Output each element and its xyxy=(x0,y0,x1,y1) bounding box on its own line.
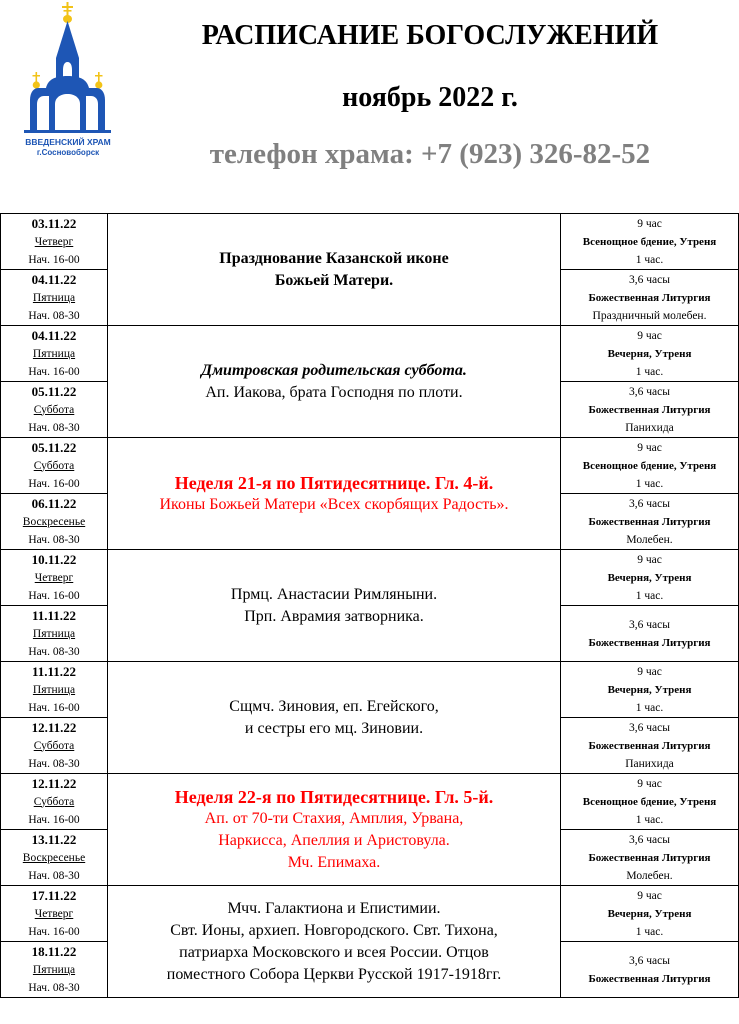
service-hours: 3,6 часы xyxy=(629,273,670,286)
service-cell xyxy=(561,438,739,494)
service-cell xyxy=(561,326,739,382)
service-name: Вечерня, Утреня xyxy=(607,571,692,584)
service-name: Божественная Литургия xyxy=(588,851,711,864)
feast-line: Мч. Епимаха. xyxy=(287,853,381,871)
service-cell xyxy=(561,662,739,718)
date-cell xyxy=(1,494,108,550)
phone-number: телефон храма: +7 (923) 326-82-52 xyxy=(209,138,651,170)
service-hours: 3,6 часы xyxy=(629,721,670,734)
schedule-row xyxy=(1,326,739,382)
feast-line: Неделя 22-я по Пятидесятнице. Гл. 5-й. xyxy=(174,786,494,807)
feast-line: патриарха Московского и всея России. Отцов xyxy=(179,943,489,961)
schedule-row xyxy=(1,214,739,270)
feast-line: Сщмч. Зиновия, еп. Егейского, xyxy=(229,697,439,715)
service-name: Всенощное бдение, Утреня xyxy=(582,795,717,808)
service-extra: 1 час. xyxy=(635,365,664,378)
weekday: Суббота xyxy=(33,739,75,752)
service-name: Божественная Литургия xyxy=(588,739,711,752)
church-icon xyxy=(22,0,114,136)
service-hours: 9 час xyxy=(637,329,662,342)
service-hours: 9 час xyxy=(637,217,662,230)
service-hours: 9 час xyxy=(637,665,662,678)
service-cell xyxy=(561,774,739,830)
start-time: Нач. 08-30 xyxy=(28,981,80,994)
feast-description xyxy=(108,774,561,886)
service-cell xyxy=(561,718,739,774)
service-cell xyxy=(561,886,739,942)
service-name: Вечерня, Утреня xyxy=(607,907,692,920)
schedule-row xyxy=(1,774,739,830)
service-date: 11.11.22 xyxy=(31,607,77,623)
service-name: Вечерня, Утреня xyxy=(607,683,692,696)
service-extra: 1 час. xyxy=(635,477,664,490)
feast-description xyxy=(108,550,561,662)
feast-description xyxy=(108,662,561,774)
date-cell xyxy=(1,550,108,606)
service-hours: 3,6 часы xyxy=(629,385,670,398)
feast-line: Свт. Ионы, архиеп. Новгородского. Свт. Тихона, xyxy=(170,921,498,939)
feast-line: Ап. Иакова, брата Господня по плоти. xyxy=(205,383,463,401)
start-time: Нач. 08-30 xyxy=(28,421,80,434)
church-name: ВВЕДЕНСКИЙ ХРАМ xyxy=(25,137,111,147)
service-name: Вечерня, Утреня xyxy=(607,347,692,360)
date-cell xyxy=(1,774,108,830)
weekday: Суббота xyxy=(33,795,75,808)
service-cell xyxy=(561,550,739,606)
service-date: 17.11.22 xyxy=(31,887,77,903)
start-time: Нач. 08-30 xyxy=(28,533,80,546)
start-time: Нач. 16-00 xyxy=(28,701,80,714)
service-name: Божественная Литургия xyxy=(588,291,711,304)
weekday: Пятница xyxy=(32,347,76,360)
service-extra: 1 час. xyxy=(635,813,664,826)
service-hours: 3,6 часы xyxy=(629,954,670,967)
service-extra: Панихида xyxy=(625,421,674,434)
service-cell xyxy=(561,830,739,886)
start-time: Нач. 16-00 xyxy=(28,477,80,490)
start-time: Нач. 08-30 xyxy=(28,645,80,658)
date-cell xyxy=(1,718,108,774)
date-cell xyxy=(1,270,108,326)
weekday: Четверг xyxy=(34,907,74,920)
service-cell xyxy=(561,606,739,662)
service-cell xyxy=(561,214,739,270)
service-name: Всенощное бдение, Утреня xyxy=(582,459,717,472)
feast-line: Дмитровская родительская суббота. xyxy=(201,361,467,379)
feast-line: Мчч. Галактиона и Епистимии. xyxy=(227,899,441,917)
service-extra: Панихида xyxy=(625,757,674,770)
schedule-table xyxy=(0,213,739,998)
service-date: 11.11.22 xyxy=(31,663,77,679)
service-date: 03.11.22 xyxy=(31,215,77,231)
service-date: 12.11.22 xyxy=(31,719,77,735)
service-hours: 9 час xyxy=(637,889,662,902)
service-date: 12.11.22 xyxy=(31,775,77,791)
feast-line: Иконы Божьей Матери «Всех скорбящих Радость». xyxy=(159,495,509,513)
feast-line: Празднование Казанской иконе xyxy=(219,249,449,267)
feast-line: поместного Собора Церкви Русской 1917-1918гг. xyxy=(166,965,502,983)
date-cell xyxy=(1,606,108,662)
service-name: Божественная Литургия xyxy=(588,515,711,528)
service-name: Божественная Литургия xyxy=(588,972,711,985)
feast-description xyxy=(108,214,561,326)
service-cell xyxy=(561,382,739,438)
church-city: г.Сосновоборск xyxy=(36,148,100,157)
service-date: 04.11.22 xyxy=(31,271,77,287)
weekday: Пятница xyxy=(32,291,76,304)
schedule-row xyxy=(1,662,739,718)
service-name: Божественная Литургия xyxy=(588,403,711,416)
service-extra: Молебен. xyxy=(626,869,673,882)
feast-line: Прмц. Анастасии Римляныни. xyxy=(230,585,438,603)
service-extra: 1 час. xyxy=(635,701,664,714)
service-name: Всенощное бдение, Утреня xyxy=(582,235,717,248)
feast-line: Божьей Матери. xyxy=(274,271,394,289)
start-time: Нач. 16-00 xyxy=(28,925,80,938)
date-cell xyxy=(1,326,108,382)
service-date: 05.11.22 xyxy=(31,383,77,399)
service-cell xyxy=(561,494,739,550)
weekday: Воскресенье xyxy=(22,515,86,528)
service-name: Божественная Литургия xyxy=(588,636,711,649)
schedule-row xyxy=(1,550,739,606)
service-hours: 9 час xyxy=(637,441,662,454)
feast-line: Неделя 21-я по Пятидесятнице. Гл. 4-й. xyxy=(174,472,494,493)
feast-description xyxy=(108,438,561,550)
service-date: 18.11.22 xyxy=(31,943,77,959)
feast-line: и сестры его мц. Зиновии. xyxy=(244,719,424,737)
date-cell xyxy=(1,662,108,718)
date-cell xyxy=(1,382,108,438)
weekday: Воскресенье xyxy=(22,851,86,864)
date-cell xyxy=(1,438,108,494)
service-date: 04.11.22 xyxy=(31,327,77,343)
service-date: 10.11.22 xyxy=(31,551,77,567)
church-logo xyxy=(22,0,114,168)
service-cell xyxy=(561,942,739,998)
service-extra: Молебен. xyxy=(626,533,673,546)
page-title: РАСПИСАНИЕ БОГОСЛУЖЕНИЙ xyxy=(201,20,659,51)
start-time: Нач. 16-00 xyxy=(28,253,80,266)
weekday: Суббота xyxy=(33,403,75,416)
service-date: 06.11.22 xyxy=(31,495,77,511)
feast-line: Прп. Аврамия затворника. xyxy=(244,607,424,625)
weekday: Пятница xyxy=(32,683,76,696)
service-extra: 1 час. xyxy=(635,253,664,266)
service-extra: Праздничный молебен. xyxy=(592,309,707,322)
weekday: Пятница xyxy=(32,627,76,640)
start-time: Нач. 08-30 xyxy=(28,869,80,882)
weekday: Четверг xyxy=(34,235,74,248)
service-hours: 9 час xyxy=(637,553,662,566)
weekday: Пятница xyxy=(32,963,76,976)
schedule-row xyxy=(1,438,739,494)
date-cell xyxy=(1,942,108,998)
service-date: 05.11.22 xyxy=(31,439,77,455)
weekday: Четверг xyxy=(34,571,74,584)
start-time: Нач. 16-00 xyxy=(28,365,80,378)
feast-description xyxy=(108,326,561,438)
service-extra: 1 час. xyxy=(635,925,664,938)
schedule-row xyxy=(1,886,739,942)
service-extra: 1 час. xyxy=(635,589,664,602)
feast-line: Наркисса, Апеллия и Аристовула. xyxy=(218,831,450,849)
start-time: Нач. 08-30 xyxy=(28,309,80,322)
service-hours: 3,6 часы xyxy=(629,497,670,510)
start-time: Нач. 08-30 xyxy=(28,757,80,770)
date-cell xyxy=(1,830,108,886)
feast-line: Ап. от 70-ти Стахия, Амплия, Урвана, xyxy=(204,809,464,827)
page-subtitle: ноябрь 2022 г. xyxy=(342,82,518,113)
service-date: 13.11.22 xyxy=(31,831,77,847)
date-cell xyxy=(1,214,108,270)
service-cell xyxy=(561,270,739,326)
service-hours: 3,6 часы xyxy=(629,618,670,631)
feast-description xyxy=(108,886,561,998)
date-cell xyxy=(1,886,108,942)
start-time: Нач. 16-00 xyxy=(28,813,80,826)
service-hours: 3,6 часы xyxy=(629,833,670,846)
weekday: Суббота xyxy=(33,459,75,472)
start-time: Нач. 16-00 xyxy=(28,589,80,602)
service-hours: 9 час xyxy=(637,777,662,790)
